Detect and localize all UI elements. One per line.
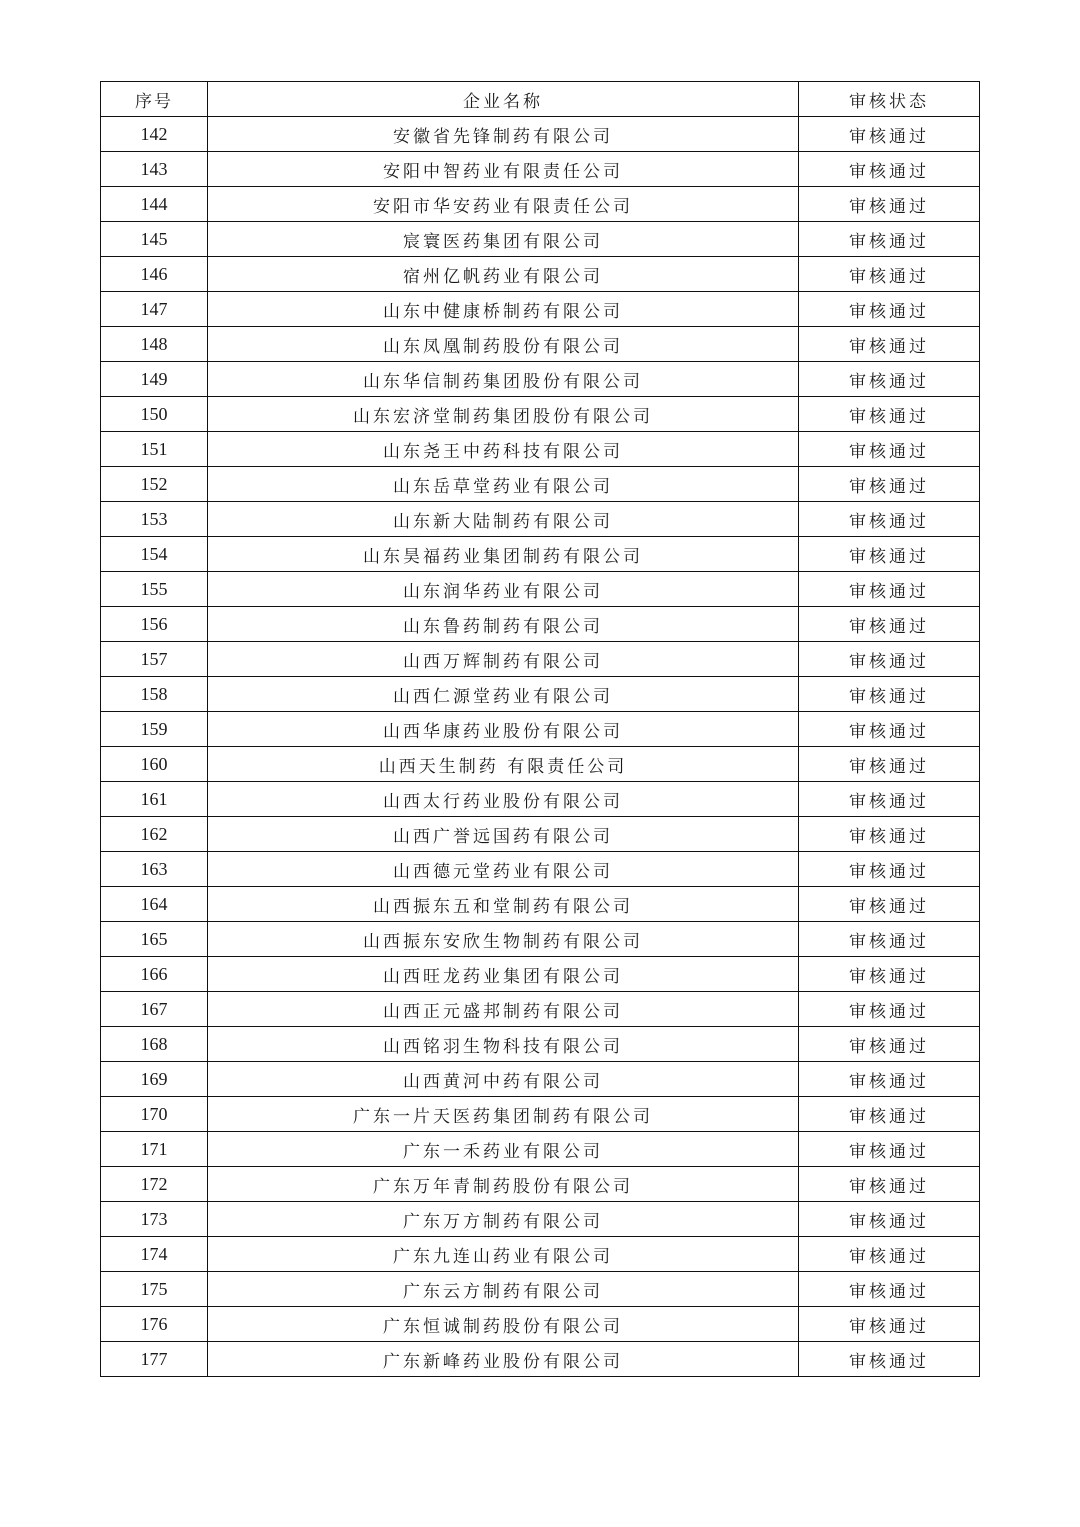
company-name-cell: 山西黄河中药有限公司 xyxy=(208,1062,799,1097)
company-name-cell: 山西铭羽生物科技有限公司 xyxy=(208,1027,799,1062)
table-row xyxy=(101,1097,980,1132)
table-row xyxy=(101,677,980,712)
review-status-cell: 审核通过 xyxy=(799,1342,980,1377)
review-status-cell: 审核通过 xyxy=(799,537,980,572)
company-name-cell: 山东新大陆制药有限公司 xyxy=(208,502,799,537)
company-name-cell: 山西华康药业股份有限公司 xyxy=(208,712,799,747)
table-row xyxy=(101,607,980,642)
company-name-cell: 山西德元堂药业有限公司 xyxy=(208,852,799,887)
serial-number-cell: 152 xyxy=(101,467,208,502)
company-name-cell: 山西广誉远国药有限公司 xyxy=(208,817,799,852)
company-name-cell: 广东万方制药有限公司 xyxy=(208,1202,799,1237)
serial-number-cell: 163 xyxy=(101,852,208,887)
company-name-cell: 山西天生制药 有限责任公司 xyxy=(208,747,799,782)
review-status-cell: 审核通过 xyxy=(799,362,980,397)
serial-number-cell: 175 xyxy=(101,1272,208,1307)
company-name-cell: 广东新峰药业股份有限公司 xyxy=(208,1342,799,1377)
company-name-cell: 山东尧王中药科技有限公司 xyxy=(208,432,799,467)
company-review-table xyxy=(100,81,980,1377)
review-status-cell: 审核通过 xyxy=(799,1272,980,1307)
review-status-cell: 审核通过 xyxy=(799,607,980,642)
company-name-cell: 宿州亿帆药业有限公司 xyxy=(208,257,799,292)
review-status-cell: 审核通过 xyxy=(799,1097,980,1132)
serial-number-cell: 154 xyxy=(101,537,208,572)
table-row xyxy=(101,1062,980,1097)
serial-number-cell: 160 xyxy=(101,747,208,782)
company-name-cell: 广东恒诚制药股份有限公司 xyxy=(208,1307,799,1342)
serial-number-cell: 151 xyxy=(101,432,208,467)
serial-number-cell: 177 xyxy=(101,1342,208,1377)
review-status-cell: 审核通过 xyxy=(799,852,980,887)
serial-number-cell: 146 xyxy=(101,257,208,292)
serial-number-cell: 155 xyxy=(101,572,208,607)
review-status-cell: 审核通过 xyxy=(799,1027,980,1062)
company-name-cell: 山西太行药业股份有限公司 xyxy=(208,782,799,817)
review-status-cell: 审核通过 xyxy=(799,992,980,1027)
table-row xyxy=(101,432,980,467)
review-status-cell: 审核通过 xyxy=(799,187,980,222)
table-header-row xyxy=(101,82,980,117)
table-row xyxy=(101,327,980,362)
serial-number-cell: 158 xyxy=(101,677,208,712)
company-name-cell: 广东云方制药有限公司 xyxy=(208,1272,799,1307)
table-row xyxy=(101,572,980,607)
serial-number-cell: 165 xyxy=(101,922,208,957)
table-row xyxy=(101,222,980,257)
serial-number-cell: 168 xyxy=(101,1027,208,1062)
review-status-cell: 审核通过 xyxy=(799,1202,980,1237)
table-row xyxy=(101,957,980,992)
table-row xyxy=(101,1342,980,1377)
table-row xyxy=(101,852,980,887)
table-row xyxy=(101,257,980,292)
company-name-cell: 山东凤凰制药股份有限公司 xyxy=(208,327,799,362)
serial-number-cell: 170 xyxy=(101,1097,208,1132)
review-status-cell: 审核通过 xyxy=(799,152,980,187)
serial-number-cell: 149 xyxy=(101,362,208,397)
table-row xyxy=(101,1307,980,1342)
review-status-cell: 审核通过 xyxy=(799,502,980,537)
company-name-cell: 山东岳草堂药业有限公司 xyxy=(208,467,799,502)
serial-number-cell: 164 xyxy=(101,887,208,922)
review-status-cell: 审核通过 xyxy=(799,712,980,747)
review-status-cell: 审核通过 xyxy=(799,782,980,817)
table-row xyxy=(101,992,980,1027)
serial-number-cell: 143 xyxy=(101,152,208,187)
serial-number-cell: 142 xyxy=(101,117,208,152)
review-status-cell: 审核通过 xyxy=(799,397,980,432)
company-name-cell: 安徽省先锋制药有限公司 xyxy=(208,117,799,152)
review-status-cell: 审核通过 xyxy=(799,922,980,957)
review-status-cell: 审核通过 xyxy=(799,642,980,677)
company-name-cell: 山东华信制药集团股份有限公司 xyxy=(208,362,799,397)
review-status-cell: 审核通过 xyxy=(799,1307,980,1342)
table-row xyxy=(101,922,980,957)
serial-number-cell: 144 xyxy=(101,187,208,222)
serial-number-cell: 153 xyxy=(101,502,208,537)
table-row xyxy=(101,1202,980,1237)
review-status-cell: 审核通过 xyxy=(799,1132,980,1167)
review-status-cell: 审核通过 xyxy=(799,292,980,327)
review-status-cell: 审核通过 xyxy=(799,1062,980,1097)
review-status-cell: 审核通过 xyxy=(799,467,980,502)
table-row xyxy=(101,537,980,572)
company-name-cell: 山西旺龙药业集团有限公司 xyxy=(208,957,799,992)
table-body xyxy=(101,117,980,1377)
table-row xyxy=(101,152,980,187)
review-status-cell: 审核通过 xyxy=(799,222,980,257)
review-status-cell: 审核通过 xyxy=(799,677,980,712)
table-row xyxy=(101,782,980,817)
serial-number-cell: 156 xyxy=(101,607,208,642)
table-row xyxy=(101,1132,980,1167)
table-row xyxy=(101,362,980,397)
table-row xyxy=(101,397,980,432)
table-row xyxy=(101,1167,980,1202)
review-status-cell: 审核通过 xyxy=(799,257,980,292)
review-status-cell: 审核通过 xyxy=(799,1167,980,1202)
serial-number-cell: 172 xyxy=(101,1167,208,1202)
review-status-cell: 审核通过 xyxy=(799,572,980,607)
table-row xyxy=(101,747,980,782)
table-row xyxy=(101,642,980,677)
company-name-cell: 安阳中智药业有限责任公司 xyxy=(208,152,799,187)
serial-number-cell: 176 xyxy=(101,1307,208,1342)
company-name-cell: 广东一片天医药集团制药有限公司 xyxy=(208,1097,799,1132)
table-row xyxy=(101,1237,980,1272)
serial-number-cell: 157 xyxy=(101,642,208,677)
company-name-cell: 山西振东五和堂制药有限公司 xyxy=(208,887,799,922)
serial-number-cell: 159 xyxy=(101,712,208,747)
serial-number-cell: 162 xyxy=(101,817,208,852)
serial-number-cell: 171 xyxy=(101,1132,208,1167)
review-status-cell: 审核通过 xyxy=(799,817,980,852)
review-status-cell: 审核通过 xyxy=(799,747,980,782)
serial-number-cell: 147 xyxy=(101,292,208,327)
company-name-cell: 山西万辉制药有限公司 xyxy=(208,642,799,677)
company-name-cell: 山东宏济堂制药集团股份有限公司 xyxy=(208,397,799,432)
company-name-cell: 山西振东安欣生物制药有限公司 xyxy=(208,922,799,957)
serial-number-cell: 150 xyxy=(101,397,208,432)
table-row xyxy=(101,1027,980,1062)
review-status-cell: 审核通过 xyxy=(799,117,980,152)
review-status-cell: 审核通过 xyxy=(799,957,980,992)
review-status-cell: 审核通过 xyxy=(799,887,980,922)
table-row xyxy=(101,887,980,922)
company-name-cell: 山西正元盛邦制药有限公司 xyxy=(208,992,799,1027)
table-row xyxy=(101,187,980,222)
review-status-cell: 审核通过 xyxy=(799,432,980,467)
serial-number-cell: 145 xyxy=(101,222,208,257)
company-name-cell: 广东九连山药业有限公司 xyxy=(208,1237,799,1272)
header-company-name: 企业名称 xyxy=(208,82,799,117)
header-serial-number: 序号 xyxy=(101,82,208,117)
serial-number-cell: 166 xyxy=(101,957,208,992)
company-name-cell: 山东中健康桥制药有限公司 xyxy=(208,292,799,327)
serial-number-cell: 148 xyxy=(101,327,208,362)
company-name-cell: 广东万年青制药股份有限公司 xyxy=(208,1167,799,1202)
table-row xyxy=(101,117,980,152)
company-name-cell: 广东一禾药业有限公司 xyxy=(208,1132,799,1167)
table-row xyxy=(101,712,980,747)
serial-number-cell: 167 xyxy=(101,992,208,1027)
table-row xyxy=(101,1272,980,1307)
company-name-cell: 山东昊福药业集团制药有限公司 xyxy=(208,537,799,572)
table-row xyxy=(101,292,980,327)
serial-number-cell: 173 xyxy=(101,1202,208,1237)
serial-number-cell: 161 xyxy=(101,782,208,817)
header-review-status: 审核状态 xyxy=(799,82,980,117)
company-name-cell: 山西仁源堂药业有限公司 xyxy=(208,677,799,712)
company-name-cell: 安阳市华安药业有限责任公司 xyxy=(208,187,799,222)
serial-number-cell: 174 xyxy=(101,1237,208,1272)
table-row xyxy=(101,467,980,502)
table-row xyxy=(101,817,980,852)
company-name-cell: 山东鲁药制药有限公司 xyxy=(208,607,799,642)
company-name-cell: 山东润华药业有限公司 xyxy=(208,572,799,607)
serial-number-cell: 169 xyxy=(101,1062,208,1097)
company-name-cell: 宸寰医药集团有限公司 xyxy=(208,222,799,257)
review-status-cell: 审核通过 xyxy=(799,1237,980,1272)
review-status-cell: 审核通过 xyxy=(799,327,980,362)
table-row xyxy=(101,502,980,537)
